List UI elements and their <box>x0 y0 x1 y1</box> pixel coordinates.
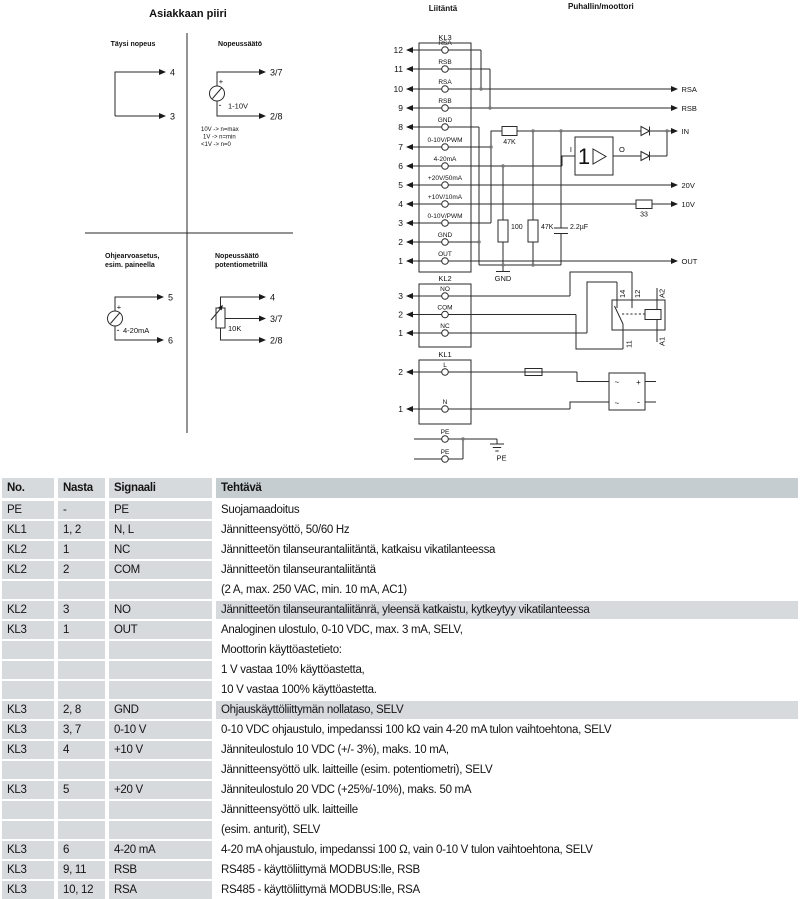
cell-signaali: +10 V <box>109 741 212 759</box>
kl2-terminal-block <box>398 272 632 349</box>
cell-signaali: GND <box>109 701 212 719</box>
cell-no: KL3 <box>2 881 54 899</box>
cell-signaali: COM <box>109 561 212 579</box>
cell-signaali <box>109 581 212 599</box>
kl3-pin-label: OUT <box>438 251 452 258</box>
kl2-pin-label: NO <box>440 286 450 293</box>
section-title-customer: Asiakkaan piiri <box>149 8 227 20</box>
output-in-label: IN <box>681 127 689 136</box>
q3-title-2: esim. paineella <box>105 262 155 269</box>
table-row <box>2 621 798 639</box>
amp-gain-label: 1 <box>577 144 591 169</box>
cell-nasta: - <box>58 501 105 519</box>
output-20v-label: 20V <box>681 181 695 190</box>
table-header-row <box>2 478 798 498</box>
output-rsa-label: RSA <box>681 85 697 94</box>
relay-coil-a2-label: A2 <box>657 288 667 298</box>
kl3-wiring <box>448 50 671 272</box>
cell-no: KL3 <box>2 861 54 879</box>
q2-pin-bottom: 2/8 <box>270 111 283 122</box>
table-row <box>2 521 798 539</box>
q3-minus-sign: - <box>116 325 120 335</box>
relay-contact-12-label: 12 <box>633 289 642 298</box>
cell-signaali <box>109 661 212 679</box>
cell-nasta <box>58 681 105 699</box>
cell-nasta: 5 <box>58 781 105 799</box>
cell-no: KL3 <box>2 741 54 759</box>
kl3-pin-label: 0-10V/PWM <box>427 213 463 220</box>
cell-nasta <box>58 801 105 819</box>
cell-tehtava: Jänniteulostulo 20 VDC (+25%/-10%), maks. 50 mA <box>221 784 472 796</box>
psu-ac-bottom-label: ~ <box>614 399 620 408</box>
capacitor-label: 2.2µF <box>570 224 589 231</box>
psu-minus-label: - <box>637 397 640 407</box>
cell-tehtava: Jännitteetön tilanseurantaliitänrä, yleensä katkaistu, kytkeytyy vikatilanteessa <box>216 601 798 619</box>
kl2-pin-label: NC <box>440 323 450 330</box>
q4-pin-top: 4 <box>270 292 276 303</box>
cell-signaali: +20 V <box>109 781 212 799</box>
kl3-pin-number: 6 <box>398 161 403 171</box>
q2-minus-sign: - <box>218 100 222 110</box>
cell-nasta: 10, 12 <box>58 881 105 899</box>
cell-no: KL3 <box>2 721 54 739</box>
cell-no: KL2 <box>2 601 54 619</box>
cell-nasta <box>58 661 105 679</box>
relay-contact-11-label: 11 <box>624 340 634 348</box>
cell-tehtava: Jännitteensyöttö ulk. laitteille <box>221 804 358 816</box>
kl1-pin-number: 2 <box>398 367 403 377</box>
relay-contact-14-label: 14 <box>618 289 627 298</box>
cell-tehtava: (2 A, max. 250 VAC, min. 10 mA, AC1) <box>221 584 407 596</box>
kl2-pin-number: 2 <box>398 309 403 320</box>
cell-signaali <box>109 641 212 659</box>
gnd-symbol-label: GND <box>494 274 512 283</box>
kl3-pin-label: GND <box>437 117 453 124</box>
full-speed-circuit <box>111 41 175 122</box>
table-row <box>2 861 798 879</box>
kl2-pin-label: COM <box>437 304 453 312</box>
cell-nasta: 4 <box>58 741 105 759</box>
input-filter-components <box>495 127 652 284</box>
cell-signaali: 4-20 mA <box>109 841 212 859</box>
cell-no <box>2 581 54 599</box>
kl2-pin-number: 3 <box>398 291 403 301</box>
cell-no <box>2 641 54 659</box>
kl3-pin-number: 12 <box>393 45 403 55</box>
cell-no <box>2 681 54 699</box>
pe-terminals <box>414 429 507 463</box>
kl3-pin-label: GND <box>437 232 453 239</box>
table-row <box>2 541 798 559</box>
kl1-name: KL1 <box>438 350 452 359</box>
pe-terminal-label: PE <box>440 429 450 436</box>
cell-no: KL3 <box>2 781 54 799</box>
kl3-pin-label: 4-20mA <box>433 156 457 163</box>
cell-tehtava: Moottorin käyttöastetieto: <box>221 644 342 656</box>
cell-tehtava: (esim. anturit), SELV <box>221 824 320 836</box>
psu-ac-top-label: ~ <box>614 378 620 387</box>
cell-no: KL3 <box>2 701 54 719</box>
cell-signaali <box>109 801 212 819</box>
table-row <box>2 641 798 659</box>
cell-tehtava: Jännitteetön tilanseurantaliitäntä, katkaisu vikatilanteessa <box>221 544 496 556</box>
earth-symbol-label: PE <box>496 453 507 463</box>
q2-title: Nopeussäätö <box>218 41 262 48</box>
table-row <box>2 561 798 579</box>
kl3-pin-number: 7 <box>398 142 403 152</box>
table-row <box>2 741 798 759</box>
table-row <box>2 881 798 899</box>
cell-signaali <box>109 761 212 779</box>
resistor-33-label: 33 <box>640 211 648 219</box>
table-body <box>2 501 798 899</box>
q3-plus-sign: + <box>116 302 122 312</box>
q2-pin-top: 3/7 <box>270 67 283 78</box>
cell-tehtava: 4-20 mA ohjaustulo, impedanssi 100 Ω, vain 0-10 V tulon vaihtoehtona, SELV <box>221 844 593 856</box>
cell-tehtava: RS485 - käyttöliittymä MODBUS:lle, RSB <box>221 864 420 876</box>
kl3-pin-label: 0-10V/PWM <box>427 137 463 144</box>
q2-plus-sign: + <box>218 77 224 86</box>
kl2-name: KL2 <box>438 274 452 283</box>
cell-tehtava: 10 V vastaa 100% käyttöastetta. <box>221 684 377 696</box>
kl1-pin-label: L <box>443 362 447 369</box>
kl3-pin-label: RSB <box>438 59 452 66</box>
kl1-terminal-block <box>398 350 609 424</box>
cell-nasta: 3 <box>58 601 105 619</box>
output-rsb-label: RSB <box>681 104 697 113</box>
header-nasta: Nasta <box>58 478 105 498</box>
kl3-pin-number: 2 <box>398 237 403 247</box>
cell-tehtava: 1 V vastaa 10% käyttöastetta, <box>221 664 365 676</box>
q4-title-1: Nopeussäätö <box>215 253 259 260</box>
cell-signaali: RSB <box>109 861 212 879</box>
cell-no: PE <box>2 501 54 519</box>
q4-pot-value: 10K <box>228 324 242 333</box>
q1-title: Täysi nopeus <box>110 41 156 48</box>
header-no: No. <box>2 478 54 498</box>
cell-tehtava: Jänniteulostulo 10 VDC (+/- 3%), maks. 10 mA, <box>221 744 449 756</box>
cell-no <box>2 801 54 819</box>
cell-nasta <box>58 581 105 599</box>
cell-no: KL2 <box>2 541 54 559</box>
resistor-47k-series-label: 47K <box>503 139 516 146</box>
kl3-pin-number: 1 <box>398 256 403 266</box>
cell-nasta: 3, 7 <box>58 721 105 739</box>
kl3-pin-number: 3 <box>398 218 403 228</box>
speed-control-circuit <box>201 41 283 148</box>
table-row <box>2 661 798 679</box>
cell-nasta: 1 <box>58 541 105 559</box>
psu-plus-label: + <box>636 378 641 387</box>
cell-tehtava: Ohjauskäyttöliittymän nollataso, SELV <box>216 701 798 719</box>
kl2-pin-number: 1 <box>398 328 403 338</box>
cell-signaali: OUT <box>109 621 212 639</box>
kl1-pin-label: N <box>442 399 448 406</box>
status-relay <box>612 288 667 348</box>
kl3-name: KL3 <box>438 33 452 42</box>
kl3-pin-number: 4 <box>398 199 403 209</box>
table-row <box>2 701 798 719</box>
table-row <box>2 841 798 859</box>
pe-terminal-label: PE <box>440 449 450 456</box>
table-row <box>2 761 798 779</box>
cell-nasta: 1 <box>58 621 105 639</box>
header-tehtava: Tehtävä <box>216 478 798 498</box>
q1-pin-top: 4 <box>170 67 176 78</box>
q3-pin-top: 5 <box>168 292 174 303</box>
output-10v-label: 10V <box>681 200 695 209</box>
cell-no: KL3 <box>2 841 54 859</box>
output-out-label: OUT <box>681 257 698 266</box>
cell-tehtava: Analoginen ulostulo, 0-10 VDC, max. 3 mA, SELV, <box>221 624 463 636</box>
cell-tehtava: Jännitteensyöttö ulk. laitteille (esim. potentiometri), SELV <box>221 764 493 776</box>
q2-note-2: 1V -> n=min <box>203 134 236 141</box>
kl1-pin-number: 1 <box>398 404 403 414</box>
cell-nasta: 1, 2 <box>58 521 105 539</box>
q2-range-label: 1-10V <box>228 101 249 111</box>
cell-nasta: 6 <box>58 841 105 859</box>
relay-coil-a1-label: A1 <box>657 336 667 346</box>
cell-no: KL2 <box>2 561 54 579</box>
section-title-fan-motor: Puhallin/moottori <box>568 2 634 11</box>
cell-tehtava: Jännitteetön tilanseurantaliitäntä <box>221 564 376 576</box>
section-title-connection: Liitäntä <box>428 4 458 13</box>
cell-tehtava: 0-10 VDC ohjaustulo, impedanssi 100 kΩ vain 4-20 mA tulon vaihtoehtona, SELV <box>221 724 612 736</box>
q3-pin-bottom: 6 <box>168 335 174 346</box>
kl3-pin-label: +10V/10mA <box>427 194 463 201</box>
cell-tehtava: RS485 - käyttöliittymä MODBUS:lle, RSA <box>221 884 420 896</box>
cell-tehtava: Jännitteensyöttö, 50/60 Hz <box>221 524 350 536</box>
motor-outputs <box>671 85 698 266</box>
q3-title-1: Ohjearvoasetus, <box>105 253 160 260</box>
kl3-pin-label: RSA <box>438 79 452 86</box>
cell-signaali: 0-10 V <box>109 721 212 739</box>
setpoint-circuit <box>105 253 173 346</box>
kl3-pin-label: RSB <box>438 98 452 105</box>
quadrant-dividers <box>85 33 293 433</box>
table-row <box>2 581 798 599</box>
cell-no <box>2 821 54 839</box>
q2-note-1: 10V -> n=max <box>201 127 239 133</box>
cell-nasta: 2, 8 <box>58 701 105 719</box>
cell-nasta <box>58 761 105 779</box>
table-row <box>2 821 798 839</box>
q4-pin-bottom: 2/8 <box>270 335 283 346</box>
cell-signaali <box>109 681 212 699</box>
cell-signaali: NC <box>109 541 212 559</box>
diodes <box>641 127 650 161</box>
table-row <box>2 801 798 819</box>
cell-no: KL1 <box>2 521 54 539</box>
cell-signaali: N, L <box>109 521 212 539</box>
table-row <box>2 721 798 739</box>
table-row <box>2 681 798 699</box>
cell-signaali <box>109 821 212 839</box>
q4-pin-mid: 3/7 <box>270 314 283 324</box>
kl3-pin-number: 5 <box>398 180 403 190</box>
cell-signaali: RSA <box>109 881 212 899</box>
cell-tehtava: Suojamaadoitus <box>221 504 300 516</box>
cell-nasta <box>58 821 105 839</box>
cell-nasta: 2 <box>58 561 105 579</box>
table-row <box>2 501 798 519</box>
q2-note-3: <1V -> n=0 <box>201 142 231 148</box>
power-supply-block <box>609 373 656 410</box>
table-row <box>2 781 798 799</box>
resistor-100-label: 100 <box>511 224 523 231</box>
kl3-pin-label: +20V/50mA <box>427 175 463 182</box>
kl3-pin-label: RSA <box>438 40 452 47</box>
cell-nasta <box>58 641 105 659</box>
header-signaali: Signaali <box>109 478 212 498</box>
amp-output-label: O <box>619 145 625 154</box>
q4-title-2: potentiometrillä <box>215 262 268 269</box>
terminal-table <box>2 478 798 899</box>
table-row <box>2 601 798 619</box>
cell-nasta: 9, 11 <box>58 861 105 879</box>
q3-range-label: 4-20mA <box>123 326 150 335</box>
resistor-47k-label: 47K <box>541 224 554 231</box>
kl3-pin-number: 11 <box>394 64 403 74</box>
kl3-pin-number: 10 <box>393 84 403 94</box>
cell-signaali: PE <box>109 501 212 519</box>
amp-input-label: I <box>569 145 572 154</box>
potentiometer-circuit <box>211 253 283 346</box>
kl3-pin-number: 8 <box>398 122 403 132</box>
cell-no <box>2 761 54 779</box>
q1-pin-bottom: 3 <box>170 111 176 122</box>
cell-signaali: NO <box>109 601 212 619</box>
cell-no: KL3 <box>2 621 54 639</box>
cell-no <box>2 661 54 679</box>
kl3-pin-number: 9 <box>398 103 403 113</box>
